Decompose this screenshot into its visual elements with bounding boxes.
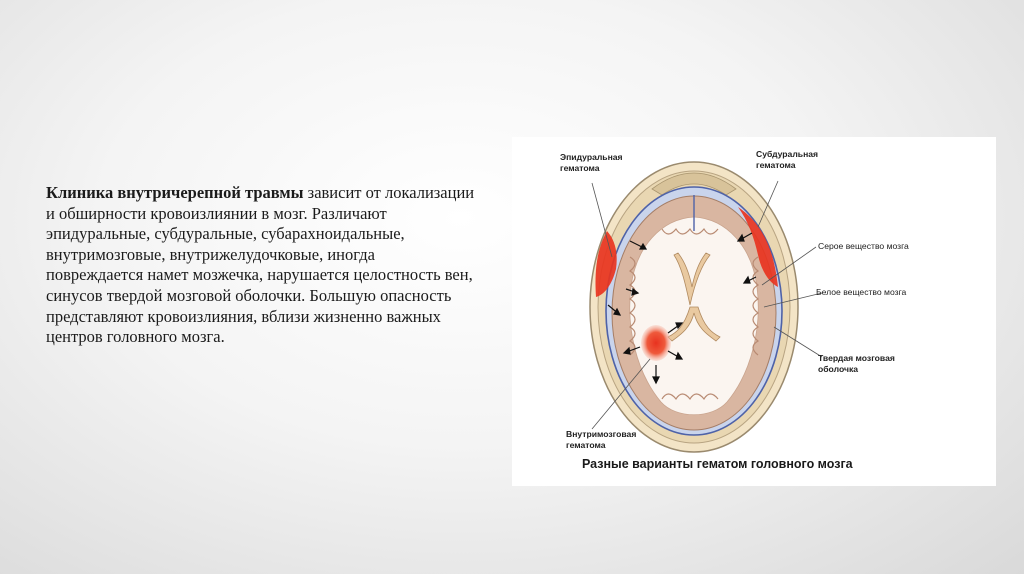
label-epidural-hematoma: Эпидуральная гематома (560, 152, 623, 173)
figure-caption: Разные варианты гематом головного мозга (582, 457, 853, 471)
body-heading: Клиника внутричерепной травмы (46, 183, 304, 202)
label-grey-matter: Серое вещество мозга (818, 241, 909, 251)
label-white-matter: Белое вещество мозга (816, 287, 907, 297)
body-text: зависит от локализации и обширности кровоизлиянии в мозг. Различают эпидуральные, субдуральные, субарахноидальные, внутримозговые, внутрижелудочковые, иногда повреждается намет мозжечка, нарушается целостность вен, синусов твердой мозговой оболочки. Большую опасность представляют кровоизлияния, вблизи жизненно важных центров головного мозга. (46, 183, 475, 347)
brain-hematoma-figure (512, 137, 996, 486)
label-dura-mater: Твердая мозговая оболочка (818, 353, 895, 374)
label-subdural-hematoma: Субдуральная гематома (756, 149, 819, 170)
intracerebral-hematoma (641, 325, 671, 361)
body-paragraph (46, 183, 476, 348)
white-matter (630, 217, 759, 415)
label-intracerebral-hematoma: Внутримозговая гематома (566, 429, 637, 450)
